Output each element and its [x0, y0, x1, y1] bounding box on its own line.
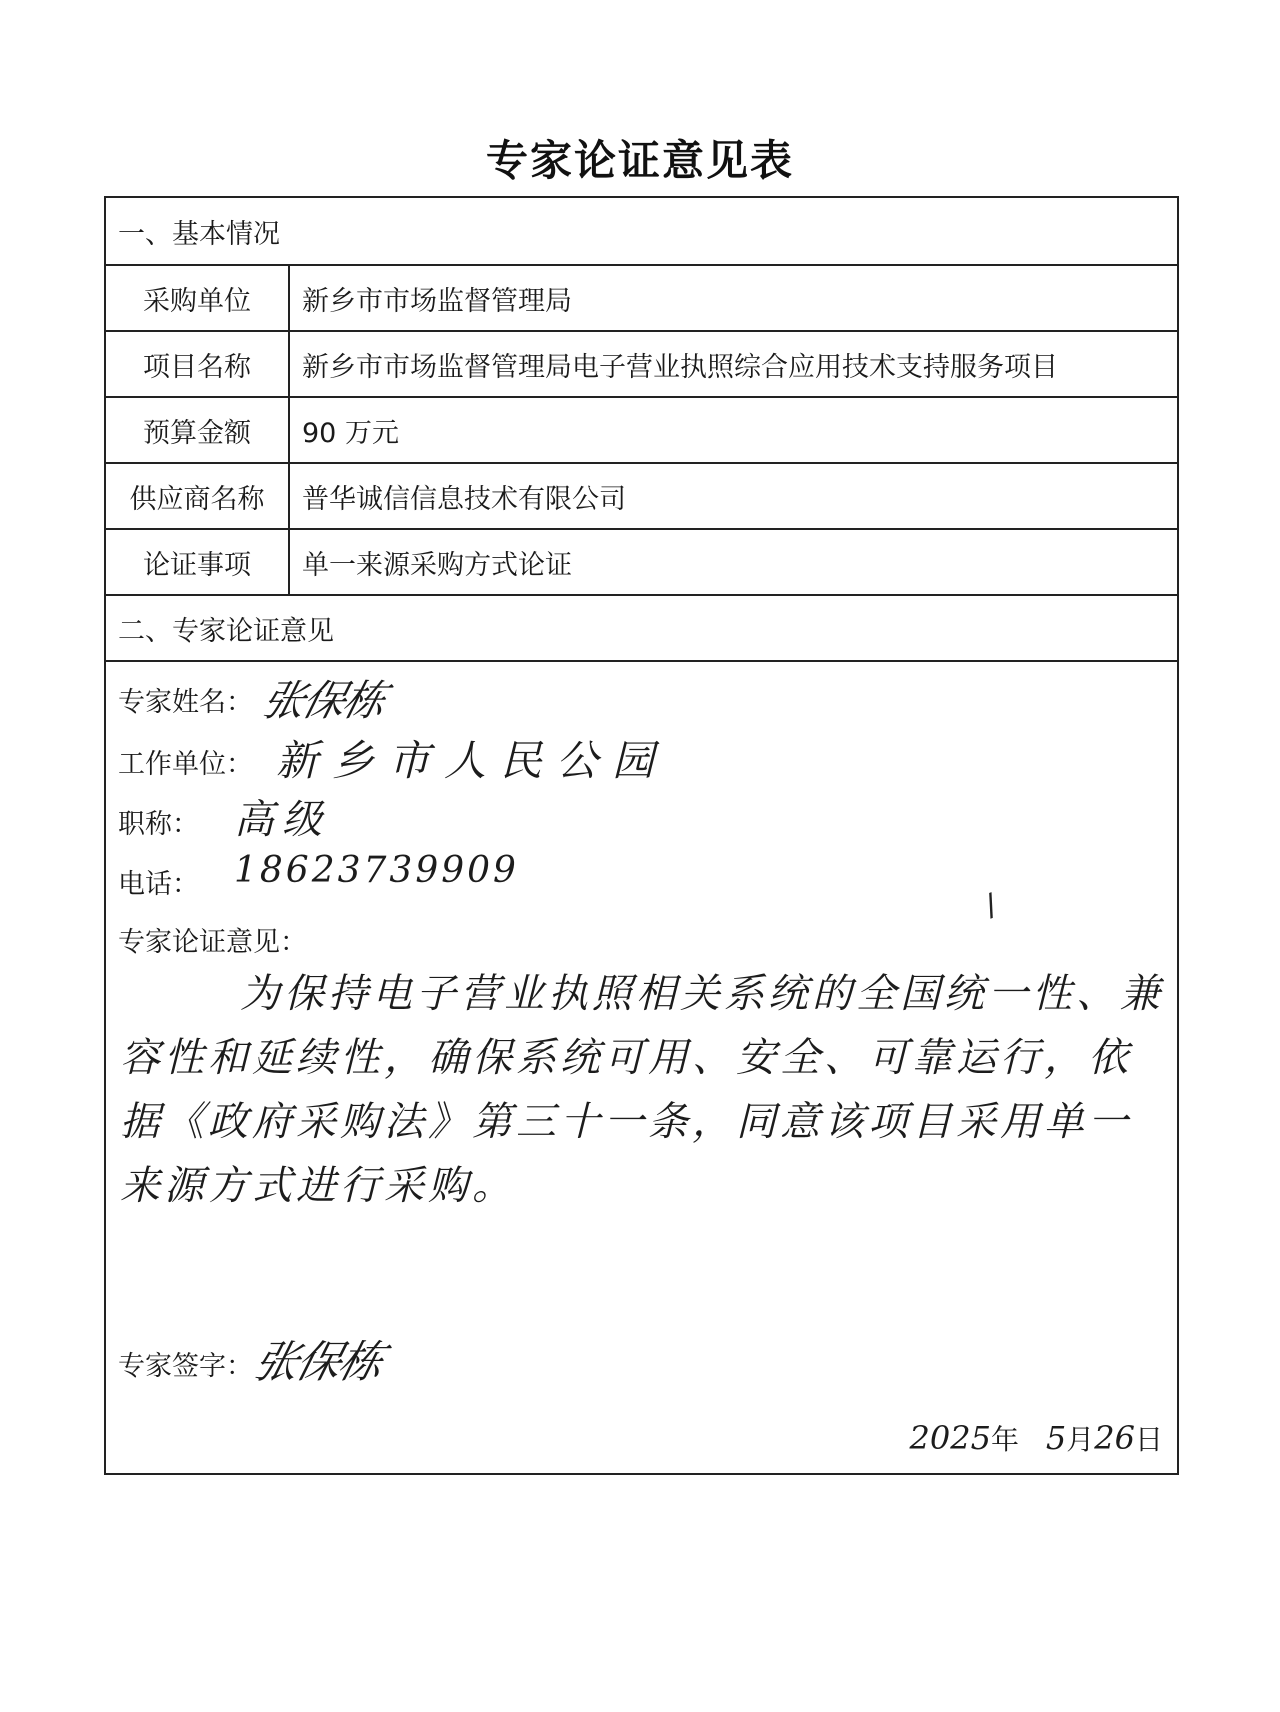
expert-signature: 张保栋 — [248, 1337, 388, 1388]
section-heading: 一、基本情况 — [118, 218, 280, 250]
row-value: 新乡市市场监督管理局电子营业执照综合应用技术支持服务项目 — [302, 351, 1058, 383]
field-label: 工作单位： — [118, 749, 253, 780]
row-purchasing-unit — [106, 266, 1177, 332]
page-title: 专家论证意见表 — [485, 136, 794, 185]
expert-name-field — [118, 680, 253, 719]
row-value: 单一来源采购方式论证 — [302, 549, 572, 581]
field-label: 专家论证意见： — [118, 927, 307, 958]
row-project-name — [106, 332, 1177, 398]
row-supplier-name — [106, 464, 1177, 530]
date-month: 5 — [1045, 1419, 1067, 1457]
row-label: 项目名称 — [106, 332, 290, 396]
date-day: 26 — [1094, 1419, 1135, 1457]
expert-opinion-form — [104, 196, 1179, 1475]
row-label: 供应商名称 — [106, 464, 290, 528]
row-label: 预算金额 — [106, 398, 290, 462]
opinion-handwriting: 为保持电子营业执照相关系统的全国统一性、兼容性和延续性，确保系统可用、安全、可靠运行，依据《政府采购法》第三十一条，同意该项目采用单一来源方式进行采购。 — [120, 971, 1164, 1209]
row-review-subject — [106, 530, 1177, 596]
field-label: 电话： — [118, 869, 199, 900]
date-month-unit: 月 — [1066, 1423, 1095, 1456]
phone-field — [118, 862, 199, 901]
opinion-area — [106, 662, 1177, 1473]
row-label: 采购单位 — [106, 266, 290, 330]
section-heading: 二、专家论证意见 — [118, 615, 334, 647]
sign-date — [910, 1418, 1163, 1458]
date-year-unit: 年 — [990, 1423, 1019, 1456]
section-basic-info — [106, 198, 1177, 266]
expert-name-handwriting: 张保栋 — [257, 676, 390, 725]
job-title-handwriting: 高级 — [234, 797, 330, 843]
work-unit-field — [118, 742, 253, 781]
row-value: 新乡市市场监督管理局 — [302, 285, 572, 317]
opinion-label-field — [118, 920, 307, 959]
row-label: 论证事项 — [106, 530, 290, 594]
signature-field — [118, 1344, 253, 1383]
row-value: 普华诚信信息技术有限公司 — [302, 483, 626, 515]
field-label: 专家签字： — [118, 1351, 253, 1382]
row-budget-amount — [106, 398, 1177, 464]
field-label: 职称： — [118, 809, 199, 840]
work-unit-handwriting: 新乡市人民公园 — [276, 736, 669, 785]
phone-handwriting: 18623739909 — [234, 850, 519, 891]
row-value: 90 万元 — [302, 417, 399, 449]
date-day-unit: 日 — [1134, 1423, 1163, 1456]
insertion-mark: / — [980, 887, 1002, 924]
job-title-field — [118, 802, 199, 841]
field-label: 专家姓名： — [118, 687, 253, 718]
section-expert-opinion — [106, 596, 1177, 662]
date-year: 2025 — [909, 1419, 991, 1457]
